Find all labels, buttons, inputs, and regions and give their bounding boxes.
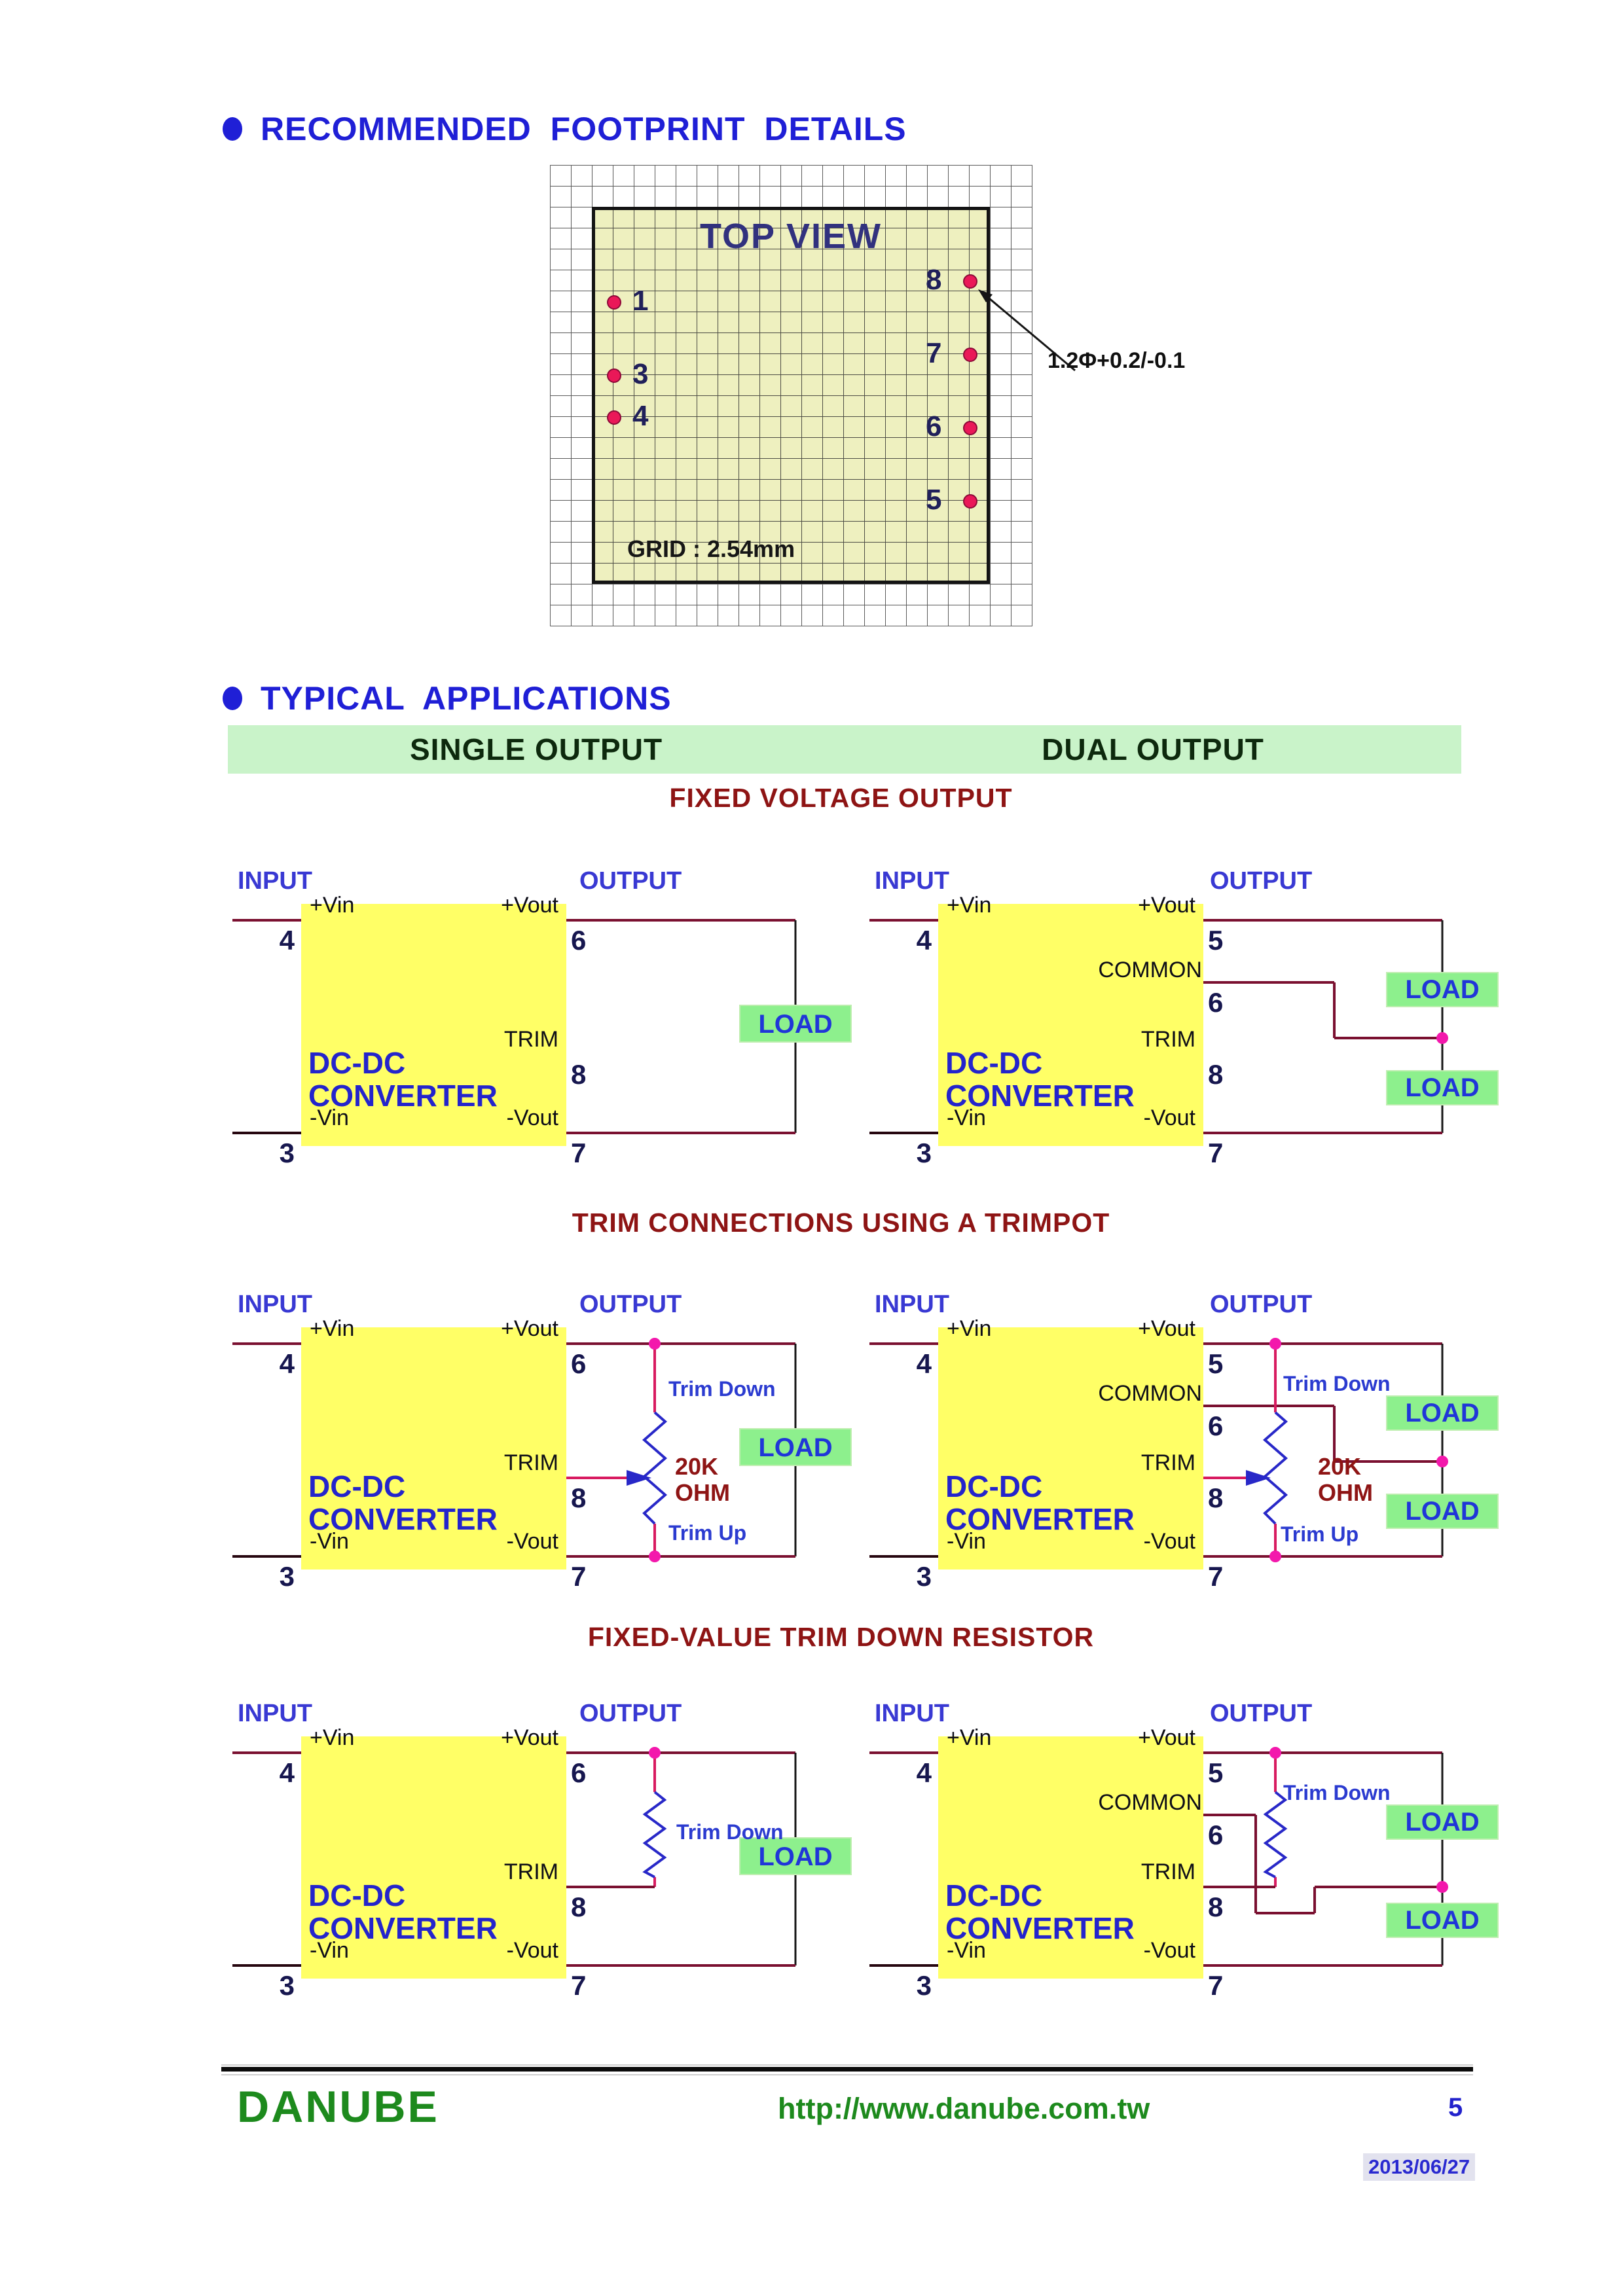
bullet-icon (223, 687, 242, 710)
vout-minus-label: -Vout (1143, 1529, 1195, 1554)
load-label: LOAD (1405, 975, 1480, 1004)
vin-minus-label: -Vin (310, 1938, 349, 1963)
pin-number: 5 (1208, 1348, 1224, 1379)
vin-plus-label: +Vin (947, 893, 992, 918)
vin-plus-label: +Vin (310, 1316, 355, 1341)
trim-up-label: Trim Up (668, 1521, 747, 1545)
pin-number: 6 (1208, 1410, 1224, 1441)
vin-plus-label: +Vin (310, 893, 355, 918)
junction-dot (649, 1551, 661, 1562)
pin-number: 3 (916, 1561, 932, 1592)
footer-rule-accent (221, 2064, 1473, 2066)
footprint-grid (550, 165, 1032, 626)
junction-dot (1436, 1456, 1448, 1467)
pin-number: 4 (916, 1348, 932, 1379)
load-label: LOAD (1405, 1497, 1480, 1526)
trim-label: TRIM (1140, 1450, 1195, 1475)
vout-plus-label: +Vout (501, 893, 558, 918)
pin-number: 3 (279, 1561, 295, 1592)
pin-number: 7 (571, 1970, 587, 2001)
vout-plus-label: +Vout (501, 1725, 558, 1750)
pin-number: 6 (1208, 1820, 1224, 1850)
revision-date: 2013/06/27 (1363, 2153, 1475, 2181)
output-label: OUTPUT (579, 1291, 682, 1318)
circuit-single-fixed (226, 855, 887, 1195)
vout-minus-label: -Vout (506, 1105, 558, 1130)
subsection-fixed-resistor: FIXED-VALUE TRIM DOWN RESISTOR (587, 1622, 1095, 1652)
vout-plus-label: +Vout (1138, 1316, 1195, 1341)
dual-output-header: DUAL OUTPUT (1042, 732, 1264, 766)
hole-dimension-note: 1.2Φ+0.2/-0.1 (1048, 348, 1186, 373)
common-label: COMMON (1098, 1381, 1202, 1406)
applications-section-title: TYPICAL APPLICATIONS (261, 680, 672, 717)
junction-dot (1269, 1338, 1281, 1350)
circuit-dual-fixed (863, 855, 1557, 1195)
pin-number: 6 (571, 925, 587, 956)
output-columns-banner (228, 725, 1461, 774)
pin-number: 7 (926, 337, 942, 369)
pin-number: 8 (1208, 1482, 1224, 1513)
pin-number: 3 (916, 1970, 932, 2001)
website-link[interactable]: http://www.danube.com.tw (778, 2092, 1150, 2125)
pin-number: 4 (279, 1757, 295, 1788)
footer-rule (221, 2067, 1473, 2072)
input-label: INPUT (238, 867, 312, 895)
pin-number: 4 (279, 925, 295, 956)
vout-plus-label: +Vout (501, 1316, 558, 1341)
junction-dot (1269, 1551, 1281, 1562)
pin-number: 6 (1208, 987, 1224, 1018)
junction-dot (649, 1338, 661, 1350)
applications-section-header (223, 679, 672, 717)
pad-pin-5 (963, 494, 977, 509)
pin-number: 1 (632, 285, 649, 317)
page-number: 5 (1448, 2093, 1463, 2122)
trim-down-resistor (645, 1792, 665, 1877)
pin-number: 7 (571, 1561, 587, 1592)
junction-dot (1269, 1747, 1281, 1759)
vin-minus-label: -Vin (310, 1105, 349, 1130)
pin-number: 3 (279, 1970, 295, 2001)
pin-number: 8 (571, 1892, 587, 1922)
pad-pin-4 (607, 410, 621, 425)
pin-number: 5 (1208, 1757, 1224, 1788)
pin-number: 8 (571, 1059, 587, 1090)
device-name-line2: CONVERTER (308, 1911, 498, 1945)
load-label: LOAD (758, 1010, 833, 1039)
trim-wiper-arrow (1246, 1470, 1271, 1486)
device-name-line1: DC-DC (308, 1469, 406, 1503)
device-name-line2: CONVERTER (945, 1911, 1135, 1945)
pot-unit-label: OHM (675, 1479, 730, 1506)
output-label: OUTPUT (579, 1700, 682, 1727)
subsection-trimpot: TRIM CONNECTIONS USING A TRIMPOT (572, 1208, 1110, 1238)
pin-number: 7 (1208, 1970, 1224, 2001)
trim-down-label: Trim Down (1283, 1372, 1391, 1395)
vin-minus-label: -Vin (947, 1529, 986, 1554)
footprint-section-header (223, 110, 907, 148)
pot-unit-label: OHM (1318, 1479, 1373, 1506)
trim-label: TRIM (1140, 1027, 1195, 1052)
vin-plus-label: +Vin (947, 1316, 992, 1341)
trim-label: TRIM (503, 1859, 558, 1884)
device-name-line1: DC-DC (308, 1878, 406, 1912)
vin-plus-label: +Vin (310, 1725, 355, 1750)
pin-number: 3 (279, 1138, 295, 1168)
device-name-line2: CONVERTER (945, 1079, 1135, 1113)
pin-number: 8 (571, 1482, 587, 1513)
output-label: OUTPUT (579, 867, 682, 895)
trim-label: TRIM (503, 1450, 558, 1475)
subsection-fixed-voltage: FIXED VOLTAGE OUTPUT (669, 783, 1013, 813)
trimpot-resistor (644, 1412, 665, 1524)
circuit-dual-trimpot (863, 1278, 1557, 1619)
vout-minus-label: -Vout (506, 1938, 558, 1963)
pin-number: 3 (916, 1138, 932, 1168)
output-label: OUTPUT (1210, 867, 1313, 895)
circuit-dual-fixedres (863, 1687, 1557, 2028)
device-name-line1: DC-DC (308, 1046, 406, 1080)
common-label: COMMON (1098, 1790, 1202, 1815)
trim-down-label: Trim Down (668, 1377, 776, 1401)
circuit-single-trimpot (226, 1278, 887, 1619)
brand-logo: DANUBE (237, 2082, 439, 2132)
output-label: OUTPUT (1210, 1291, 1313, 1318)
device-name-line1: DC-DC (945, 1469, 1043, 1503)
device-name-line1: DC-DC (945, 1046, 1043, 1080)
load-label: LOAD (758, 1433, 833, 1462)
device-name-line1: DC-DC (945, 1878, 1043, 1912)
pin-number: 4 (916, 925, 932, 956)
vin-minus-label: -Vin (947, 1938, 986, 1963)
trim-down-resistor (1266, 1792, 1285, 1877)
grid-pitch-note: GRID : 2.54mm (627, 535, 795, 562)
pin-number: 4 (279, 1348, 295, 1379)
bullet-icon (223, 117, 242, 141)
pin-number: 4 (916, 1757, 932, 1788)
pin-number: 5 (926, 484, 942, 516)
vout-minus-label: -Vout (1143, 1105, 1195, 1130)
common-label: COMMON (1098, 958, 1202, 982)
pin-number: 7 (1208, 1561, 1224, 1592)
trim-down-label: Trim Down (676, 1820, 784, 1844)
load-label: LOAD (1405, 1073, 1480, 1102)
input-label: INPUT (238, 1291, 312, 1318)
load-label: LOAD (1405, 1906, 1480, 1935)
pad-pin-6 (963, 421, 977, 435)
trim-up-label: Trim Up (1281, 1522, 1359, 1546)
pot-value-label: 20K (1318, 1453, 1362, 1480)
junction-dot (1436, 1881, 1448, 1893)
pin-number: 8 (926, 264, 942, 296)
vin-minus-label: -Vin (310, 1529, 349, 1554)
footprint-section-title: RECOMMENDED FOOTPRINT DETAILS (261, 111, 907, 147)
trim-down-label: Trim Down (1283, 1781, 1391, 1804)
pin-number: 8 (1208, 1059, 1224, 1090)
device-name-line2: CONVERTER (945, 1502, 1135, 1536)
pin-number: 6 (926, 410, 942, 442)
load-label: LOAD (758, 1842, 833, 1871)
vin-minus-label: -Vin (947, 1105, 986, 1130)
pin-number: 6 (571, 1348, 587, 1379)
single-output-header: SINGLE OUTPUT (409, 732, 663, 766)
input-label: INPUT (875, 867, 949, 895)
vout-minus-label: -Vout (1143, 1938, 1195, 1963)
pin-number: 5 (1208, 925, 1224, 956)
input-label: INPUT (875, 1291, 949, 1318)
input-label: INPUT (875, 1700, 949, 1727)
device-name-line2: CONVERTER (308, 1079, 498, 1113)
trim-label: TRIM (1140, 1859, 1195, 1884)
device-name-line2: CONVERTER (308, 1502, 498, 1536)
load-label: LOAD (1405, 1808, 1480, 1837)
pin-number: 6 (571, 1757, 587, 1788)
input-label: INPUT (238, 1700, 312, 1727)
pad-pin-3 (607, 368, 621, 383)
output-label: OUTPUT (1210, 1700, 1313, 1727)
pin-number: 3 (632, 358, 649, 390)
circuit-single-fixedres (226, 1687, 887, 2028)
pin-number: 4 (632, 400, 649, 432)
top-view-label: TOP VIEW (699, 217, 883, 256)
footer-rule-accent (221, 2074, 1473, 2075)
load-label: LOAD (1405, 1399, 1480, 1427)
pin-number: 8 (1208, 1892, 1224, 1922)
pin-number: 7 (571, 1138, 587, 1168)
junction-dot (1436, 1032, 1448, 1044)
trim-label: TRIM (503, 1027, 558, 1052)
pad-pin-1 (607, 295, 621, 310)
vout-minus-label: -Vout (506, 1529, 558, 1554)
vout-plus-label: +Vout (1138, 1725, 1195, 1750)
trimpot-resistor (1265, 1412, 1286, 1524)
pin-number: 7 (1208, 1138, 1224, 1168)
vin-plus-label: +Vin (947, 1725, 992, 1750)
vout-plus-label: +Vout (1138, 893, 1195, 918)
junction-dot (649, 1747, 661, 1759)
pot-value-label: 20K (675, 1453, 719, 1480)
